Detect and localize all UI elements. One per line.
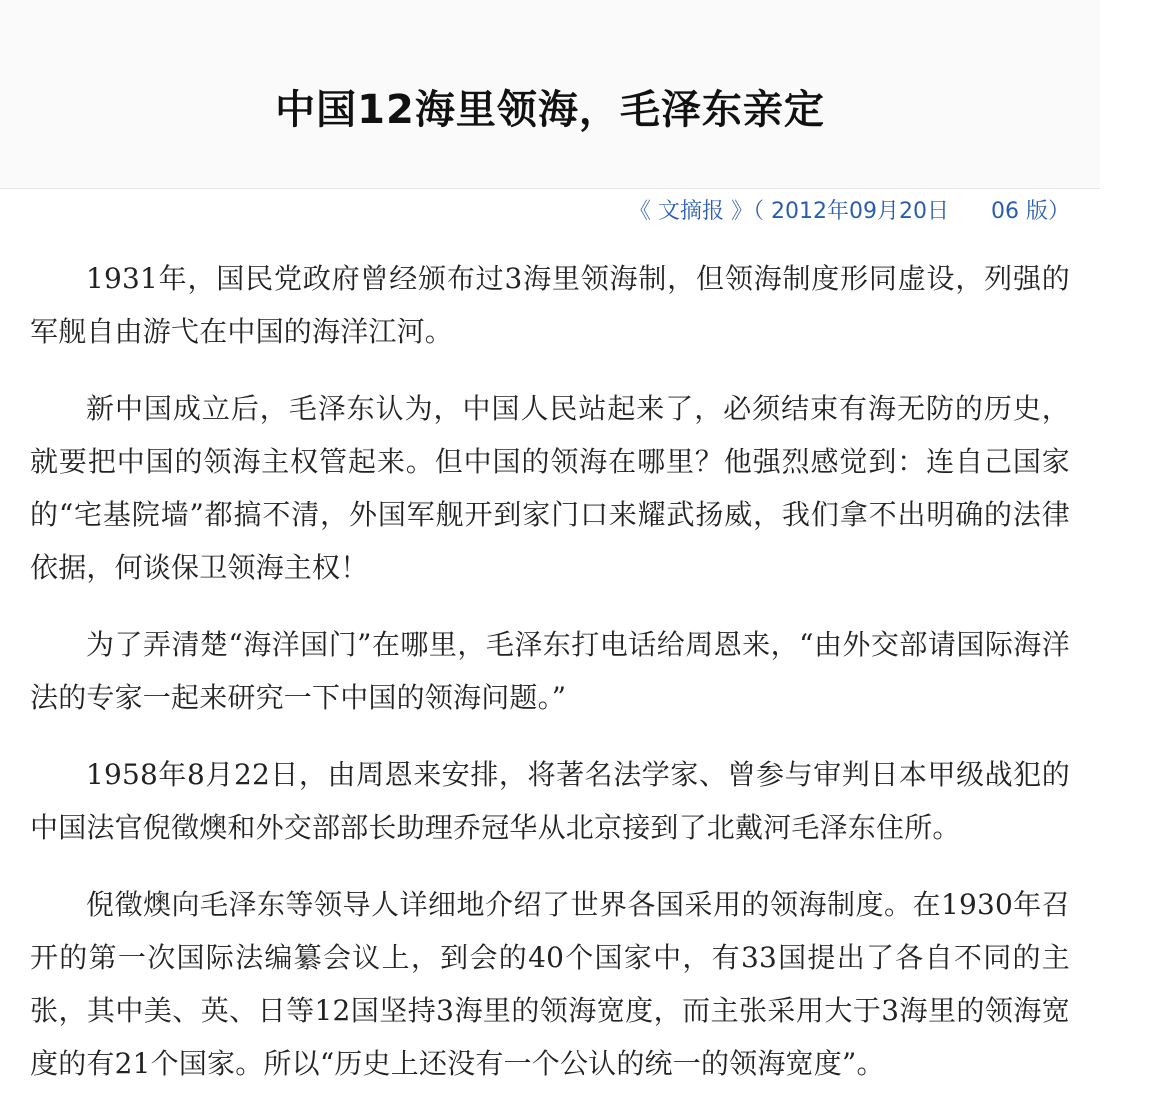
source-line bbox=[560, 196, 1070, 228]
source-edition-suffix: 版） bbox=[1025, 199, 1070, 224]
paragraph-5: 倪徵燠向毛泽东等领导人详细地介绍了世界各国采用的领海制度。在1930年召开的第一次国际法编纂会议上，到会的40个国家中，有33国提出了各自不同的主张，其中美、英、日等12国坚持3海里的领海宽度，而主张采用大于3海里的领海宽度的有21个国家。所以“历史上还没有一个公认的统一的领海宽度”。 bbox=[30, 888, 1070, 1080]
source-open-paren: （ bbox=[753, 199, 765, 224]
paragraph-1: 1931年，国民党政府曾经颁布过3海里领海制，但领海制度形同虚设，列强的军舰自由游弋在中国的海洋江河。 bbox=[30, 262, 1070, 348]
source-date: 2012年09月20日 bbox=[771, 199, 950, 224]
paragraph-4: 1958年8月22日，由周恩来安排，将著名法学家、曾参与审判日本甲级战犯的中国法官倪徵燠和外交部部长助理乔冠华从北京接到了北戴河毛泽东住所。 bbox=[30, 758, 1070, 844]
source-close-quote: 》 bbox=[731, 199, 754, 224]
source-open-quote: 《 bbox=[628, 199, 651, 224]
paragraph-3: 为了弄清楚“海洋国门”在哪里，毛泽东打电话给周恩来，“由外交部请国际海洋法的专家一起来研究一下中国的领海问题。” bbox=[30, 628, 1070, 714]
article-body bbox=[30, 252, 1070, 1114]
source-publication: 文摘报 bbox=[657, 199, 724, 224]
article-title: 中国12海里领海，毛泽东亲定 bbox=[275, 87, 825, 133]
source-edition: 06 bbox=[990, 199, 1019, 224]
paragraph-2: 新中国成立后，毛泽东认为，中国人民站起来了，必须结束有海无防的历史，就要把中国的领海主权管起来。但中国的领海在哪里？他强烈感觉到：连自己国家的“宅基院墙”都搞不清，外国军舰开到家门口来耀武扬威，我们拿不出明确的法律依据，何谈保卫领海主权！ bbox=[30, 392, 1070, 584]
